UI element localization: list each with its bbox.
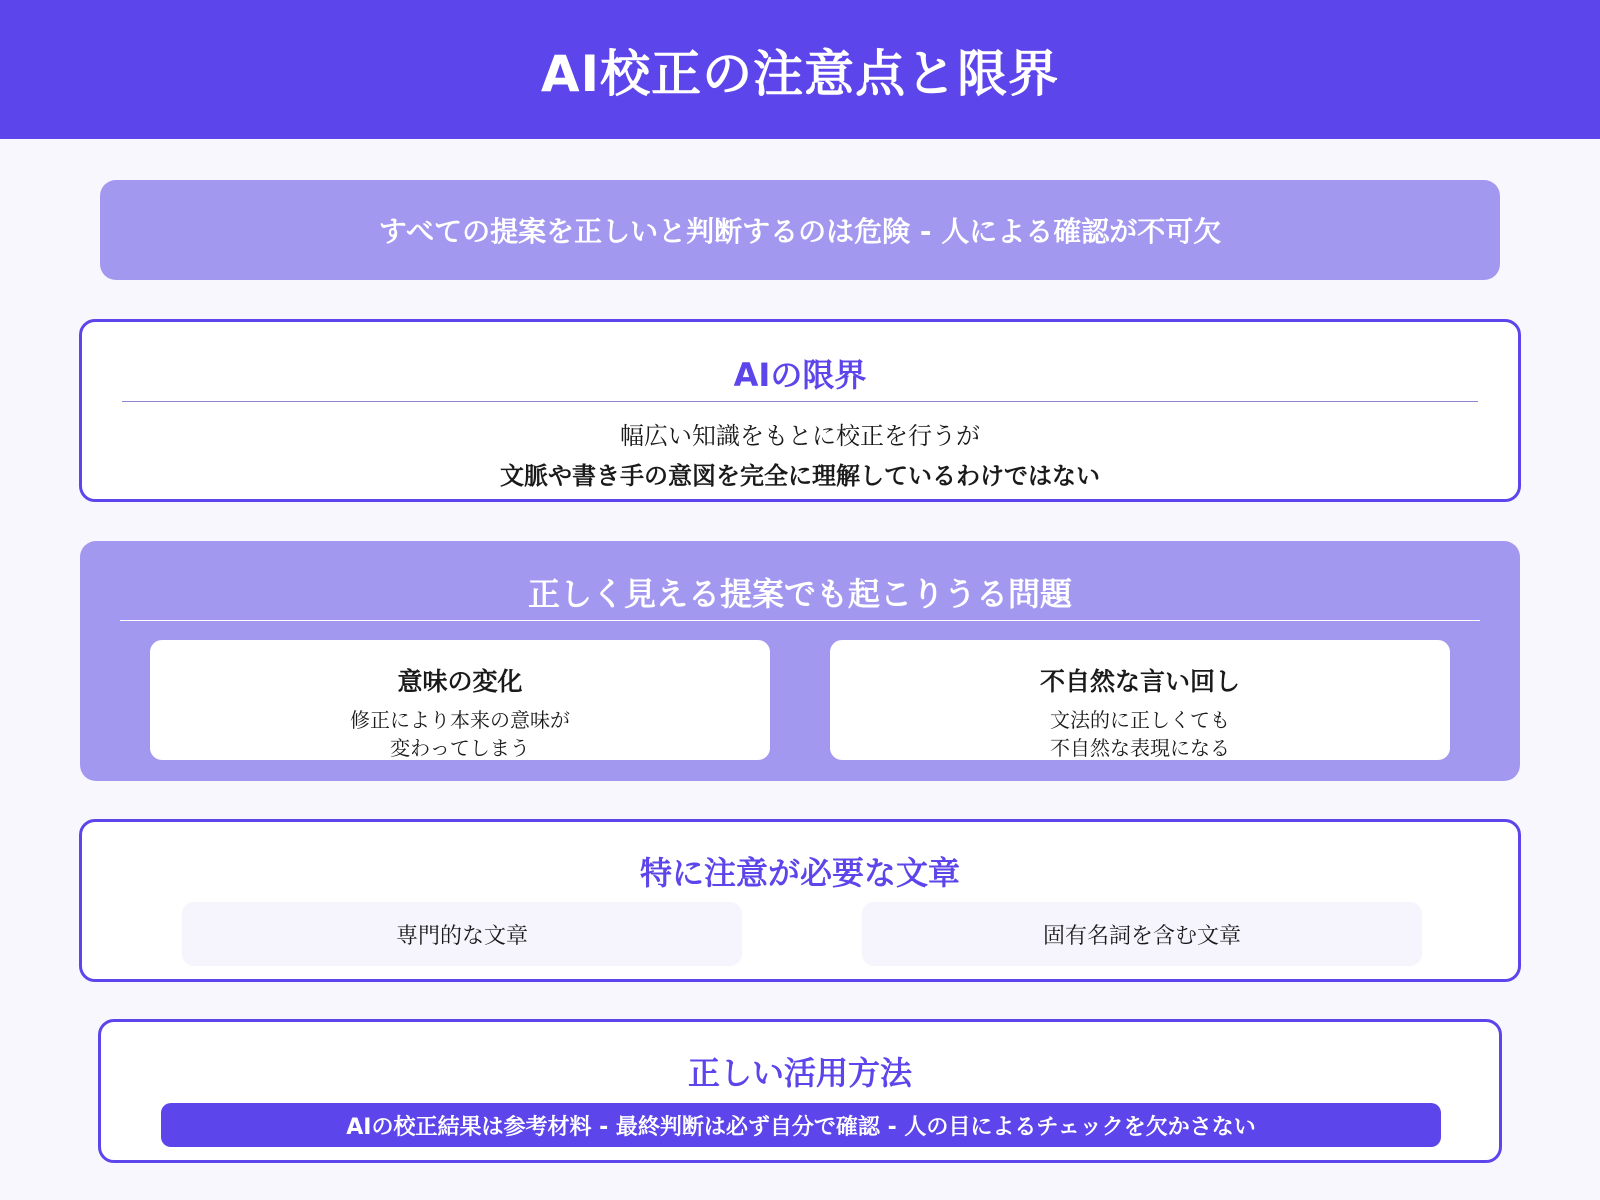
attention-item-technical: 専門的な文章 xyxy=(182,902,742,966)
ai-limits-line1: 幅広い知識をもとに校正を行うが xyxy=(620,422,980,450)
ai-limits-title: AIの限界 xyxy=(733,356,867,394)
header-banner xyxy=(0,0,1600,139)
ai-limits-section xyxy=(79,319,1521,502)
problem-card-text-line: 不自然な表現になる xyxy=(1050,736,1230,760)
warning-banner: すべての提案を正しいと判断するのは危険 - 人による確認が不可欠 xyxy=(100,180,1500,280)
problems-title: 正しく見える提案でも起こりうる問題 xyxy=(527,575,1072,613)
problem-card-meaning-change xyxy=(150,640,770,760)
page-title: AI校正の注意点と限界 xyxy=(540,44,1060,103)
usage-title: 正しい活用方法 xyxy=(687,1054,912,1092)
problem-card-text xyxy=(150,706,770,762)
problem-card-text xyxy=(830,706,1450,762)
attention-item-proper-nouns: 固有名詞を含む文章 xyxy=(862,902,1422,966)
usage-section xyxy=(98,1019,1502,1163)
problem-card-title: 不自然な言い回し xyxy=(1039,667,1240,696)
problem-card-unnatural-phrasing xyxy=(830,640,1450,760)
ai-limits-line2: 文脈や書き手の意図を完全に理解しているわけではない xyxy=(500,462,1100,490)
usage-summary-pill: AIの校正結果は参考材料 - 最終判断は必ず自分で確認 - 人の目によるチェックを欠かさない xyxy=(161,1103,1441,1147)
problem-card-text-line: 変わってしまう xyxy=(390,736,530,760)
problem-card-text-line: 文法的に正しくても xyxy=(1050,708,1230,732)
problems-section xyxy=(80,541,1520,781)
attention-title: 特に注意が必要な文章 xyxy=(639,854,960,892)
attention-section xyxy=(79,819,1521,982)
problems-divider xyxy=(120,620,1480,621)
problem-card-text-line: 修正により本来の意味が xyxy=(350,708,570,732)
ai-limits-divider xyxy=(122,401,1478,402)
problem-card-title: 意味の変化 xyxy=(397,667,523,696)
